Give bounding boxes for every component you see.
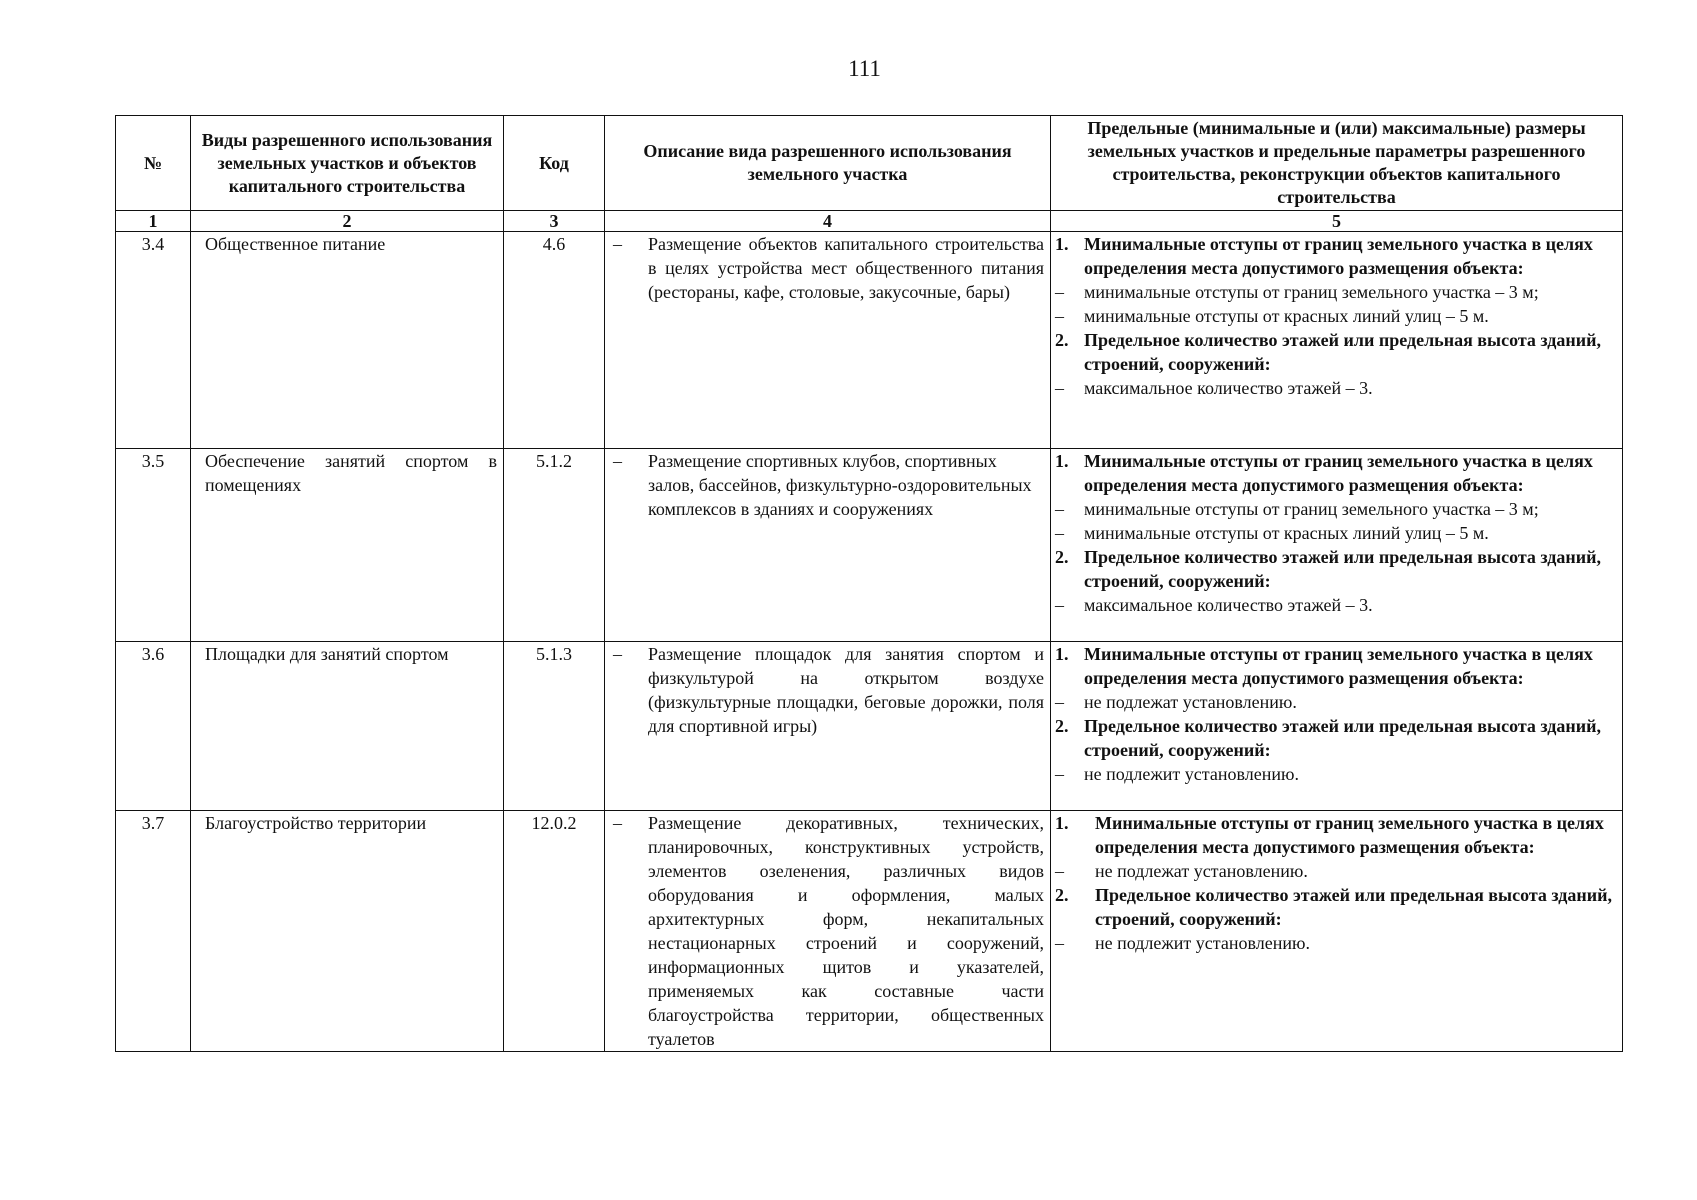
row-description-cell <box>605 811 1051 1052</box>
land-use-table <box>115 115 1623 1052</box>
row-description: Размещение декоративных, технических, планировочных, конструктивных устройств, элементов озеленения, различных видов оборудования и оформления, малых архитектурных форм, некапитальных нестационарных строений и сооружений, информационных щитов и указателей, применяемых как составные части благоустройства территории, общественных туалетов <box>648 813 1044 1049</box>
limit-item: – минимальные отступы от красных линий улиц – 5 м. <box>1055 306 1489 326</box>
header-code: Код <box>504 116 605 211</box>
limit-item: – минимальные отступы от границ земельного участка – 3 м; <box>1055 282 1539 302</box>
limit-item: 1. Минимальные отступы от границ земельного участка в целях определения места допустимого размещения объекта: <box>1055 451 1593 495</box>
row-code: 4.6 <box>504 232 605 449</box>
bullet-dash: – <box>613 813 622 833</box>
limit-item: – минимальные отступы от границ земельного участка – 3 м; <box>1055 499 1539 519</box>
column-number: 5 <box>1051 211 1623 232</box>
header-num: № <box>116 116 191 211</box>
limit-item: – не подлежит установлению. <box>1055 764 1299 784</box>
limit-item: 1. Минимальные отступы от границ земельного участка в целях определения места допустимого размещения объекта: <box>1055 234 1593 278</box>
row-description-cell <box>605 232 1051 449</box>
row-description-cell <box>605 449 1051 642</box>
limit-item: 2. Предельное количество этажей или предельная высота зданий, строений, сооружений: <box>1055 885 1613 929</box>
row-num: 3.7 <box>116 811 191 1052</box>
row-limits-cell <box>1051 811 1623 1052</box>
limit-item: 2. Предельное количество этажей или предельная высота зданий, строений, сооружений: <box>1055 716 1602 760</box>
header-limits: Предельные (минимальные и (или) максимальные) размеры земельных участков и предельные параметры разрешенного строительства, реконструкции объектов капитального строительства <box>1051 116 1623 211</box>
row-code: 12.0.2 <box>504 811 605 1052</box>
limit-item: 1. Минимальные отступы от границ земельного участка в целях определения места допустимого размещения объекта: <box>1055 813 1604 857</box>
limit-item: – максимальное количество этажей – 3. <box>1055 595 1373 615</box>
table-row <box>116 642 1623 811</box>
limit-item: 2. Предельное количество этажей или предельная высота зданий, строений, сооружений: <box>1055 330 1602 374</box>
row-code: 5.1.2 <box>504 449 605 642</box>
column-number: 1 <box>116 211 191 232</box>
row-num: 3.6 <box>116 642 191 811</box>
row-limits-cell <box>1051 449 1623 642</box>
column-number: 4 <box>605 211 1051 232</box>
header-description: Описание вида разрешенного использования земельного участка <box>605 116 1051 211</box>
row-description-cell <box>605 642 1051 811</box>
row-description: Размещение площадок для занятия спортом и физкультурой на открытом воздухе (физкультурные площадки, беговые дорожки, поля для спортивной игры) <box>648 644 1044 736</box>
table-row <box>116 811 1623 1052</box>
row-num: 3.5 <box>116 449 191 642</box>
row-limits-cell <box>1051 642 1623 811</box>
table-row <box>116 232 1623 449</box>
row-type: Общественное питание <box>191 232 504 449</box>
row-limits-cell <box>1051 232 1623 449</box>
bullet-dash: – <box>613 451 622 471</box>
header-type: Виды разрешенного использования земельных участков и объектов капитального строительства <box>191 116 504 211</box>
limit-item: – минимальные отступы от красных линий улиц – 5 м. <box>1055 523 1489 543</box>
limit-item: 1. Минимальные отступы от границ земельного участка в целях определения места допустимого размещения объекта: <box>1055 644 1593 688</box>
row-code: 5.1.3 <box>504 642 605 811</box>
row-type: Благоустройство территории <box>191 811 504 1052</box>
limit-item: – не подлежат установлению. <box>1055 692 1297 712</box>
column-number: 3 <box>504 211 605 232</box>
row-description: Размещение объектов капитального строительства в целях устройства мест общественного питания (рестораны, кафе, столовые, закусочные, бары) <box>648 234 1044 302</box>
limit-item: – не подлежит установлению. <box>1055 933 1310 953</box>
limit-item: – максимальное количество этажей – 3. <box>1055 378 1373 398</box>
row-type: Обеспечение занятий спортом в помещениях <box>191 449 504 642</box>
row-description: Размещение спортивных клубов, спортивных залов, бассейнов, физкультурно-оздоровительных комплексов в зданиях и сооружениях <box>648 451 1032 519</box>
page-number: 111 <box>848 56 881 81</box>
column-number-row <box>116 211 1623 232</box>
limit-item: 2. Предельное количество этажей или предельная высота зданий, строений, сооружений: <box>1055 547 1602 591</box>
row-type: Площадки для занятий спортом <box>191 642 504 811</box>
limit-item: – не подлежат установлению. <box>1055 861 1308 881</box>
table-header-row <box>116 116 1623 211</box>
table-row <box>116 449 1623 642</box>
bullet-dash: – <box>613 644 622 664</box>
row-num: 3.4 <box>116 232 191 449</box>
column-number: 2 <box>191 211 504 232</box>
bullet-dash: – <box>613 234 622 254</box>
